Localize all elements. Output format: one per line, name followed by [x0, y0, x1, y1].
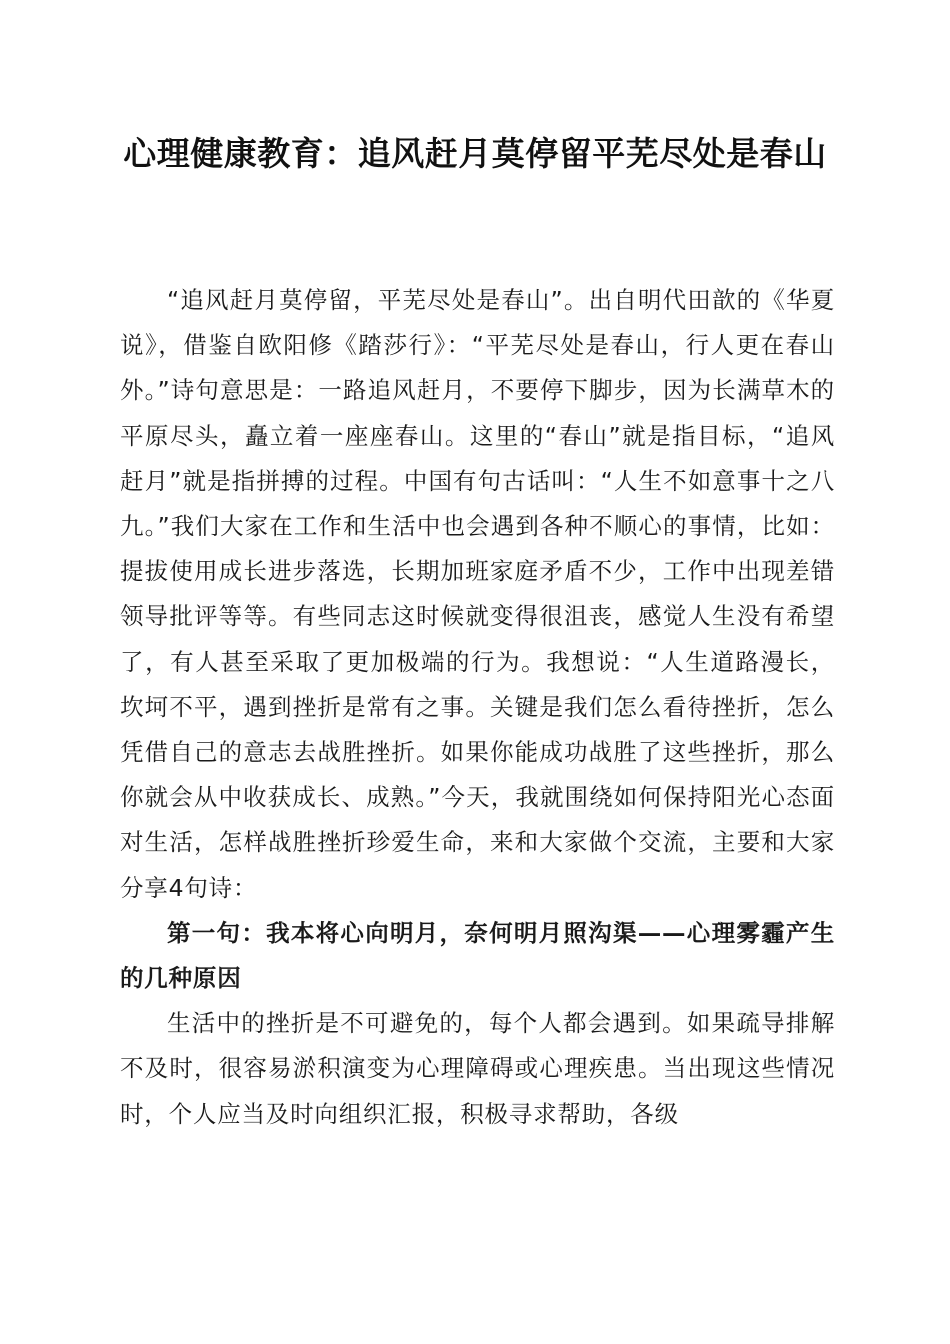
- paragraph-intro: “追风赶月莫停留，平芜尽处是春山”。出自明代田歆的《华夏说》，借鉴自欧阳修《踏莎行》：“平芜尽处是春山，行人更在春山外。”诗句意思是：一路追风赶月，不要停下脚步，因为长满草木的平原尽头，矗立着一座座春山。这里的“春山”就是指目标，“追风赶月”就是指拼搏的过程。中国有句古话叫：“人生不如意事十之八九。”我们大家在工作和生活中也会遇到各种不顺心的事情，比如：提拔使用成长进步落选，长期加班家庭矛盾不少，工作中出现差错领导批评等等。有些同志这时候就变得很沮丧，感觉人生没有希望了，有人甚至采取了更加极端的行为。我想说：“人生道路漫长，坎坷不平，遇到挫折是常有之事。关键是我们怎么看待挫折，怎么凭借自己的意志去战胜挫折。如果你能成功战胜了这些挫折，那么你就会从中收获成长、成熟。”今天，我就围绕如何保持阳光心态面对生活，怎样战胜挫折珍爱生命，来和大家做个交流，主要和大家分享4句诗：: [120, 286, 835, 902]
- section-heading-first-verse: 第一句：我本将心向明月，奈何明月照沟渠——心理雾霾产生的几种原因: [120, 918, 835, 993]
- document-body: [120, 278, 835, 1137]
- document-title: 心理健康教育：追风赶月莫停留平芜尽处是春山: [123, 134, 827, 173]
- paragraph-section-one: 生活中的挫折是不可避免的，每个人都会遇到。如果疏导排解不及时，很容易淤积演变为心理障碍或心理疾患。当出现这些情况时，个人应当及时向组织汇报，积极寻求帮助，各级: [120, 1009, 835, 1128]
